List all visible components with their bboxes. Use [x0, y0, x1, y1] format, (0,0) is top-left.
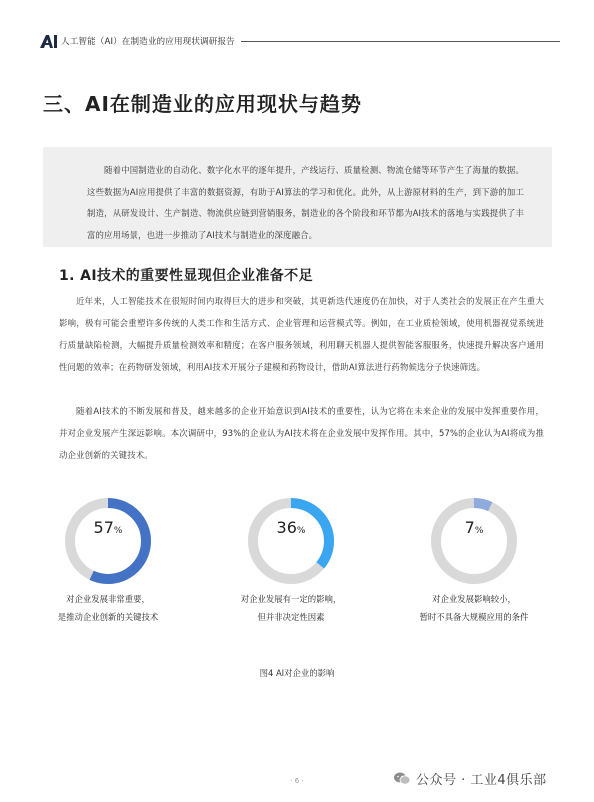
page-number: · 6 · [290, 777, 304, 785]
donut-caption-3-line-1: 对企业发展影响较小， [432, 594, 516, 604]
donut-caption-2-line-2: 但并非决定性因素 [257, 612, 325, 622]
intro-box [43, 147, 552, 247]
section-title: 三、AI在制造业的应用现状与趋势 [43, 92, 362, 116]
donut-caption-3 [399, 590, 549, 626]
ai-logo-icon [40, 35, 57, 48]
donut-caption-2-line-1: 对企业发展有一定的影响， [240, 594, 342, 604]
donut-chart-1 [62, 495, 154, 587]
donut-value-2 [245, 518, 337, 537]
figure-caption: 图4 AI对企业的影响 [259, 668, 335, 678]
donut-value-unit-2: % [296, 526, 306, 536]
donut-value-number-1: 57 [93, 518, 114, 537]
page-header [40, 34, 560, 48]
subsection-title: 1. AI技术的重要性显现但企业准备不足 [59, 268, 313, 284]
donut-svg-1 [62, 495, 154, 587]
header-divider [241, 41, 560, 42]
paragraph-2: 随着AI技术的不断发展和普及，越来越多的企业开始意识到AI技术的重要性，认为它将在未来企业的发展中发挥重要作用，并对企业发展产生深远影响。本次调研中，93%的企业认为AI技术将在企业发展中发挥作用。其中，57%的企业认为AI将成为推动企业创新的关键技术。 [59, 406, 544, 460]
donut-value-number-2: 36 [276, 518, 297, 537]
donut-value-3 [428, 518, 520, 537]
donut-caption-1-line-2: 是推动企业创新的关键技术 [57, 612, 159, 622]
donut-value-1 [62, 518, 154, 537]
intro-text: 随着中国制造业的自动化、数字化水平的逐年提升，产线运行、质量检测、物流仓储等环节产生了海量的数据。这些数据为AI应用提供了丰富的数据资源，有助于AI算法的学习和优化。此外，从上游原材料的生产，到下游的加工制造，从研发设计、生产制造、物流供应链到营销服务，制造业的各个阶段和环节都为AI技术的落地与实践提供了丰富的应用场景，也进一步推动了AI技术与制造业的深度融合。 [87, 165, 524, 240]
wechat-icon [394, 772, 410, 785]
paragraph-1: 近年来，人工智能技术在很短时间内取得巨大的进步和突破，其更新迭代速度仍在加快，对于人类社会的发展正在产生重大影响，极有可能会重塑许多传统的人类工作和生活方式、企业管理和运营模式等。例如，在工业质检领域，使用机器视觉系统进行质量缺陷检测，大幅提升质量检测效率和精度；在客户服务领域，利用聊天机器人提供智能客服服务，快速提升解决客户通用性问题的效率；在药物研发领域，利用AI技术开展分子建模和药物设计，借助AI算法进行药物候选分子快速筛选。 [59, 296, 544, 372]
donut-track-3 [436, 503, 512, 579]
donut-caption-2 [216, 590, 366, 626]
donut-value-unit-1: % [113, 526, 123, 536]
donut-chart-2 [245, 495, 337, 587]
donut-value-number-3: 7 [464, 518, 475, 537]
donut-caption-1 [33, 590, 183, 626]
donut-chart-3 [428, 495, 520, 587]
donut-caption-3-line-2: 暂时不具备大规模应用的条件 [419, 612, 529, 622]
header-title: 人工智能（AI）在制造业的应用现状调研报告 [61, 37, 235, 47]
donut-value-unit-3: % [474, 526, 484, 536]
donut-caption-1-line-1: 对企业发展非常重要， [66, 594, 150, 604]
donut-svg-2 [245, 495, 337, 587]
footer-watermark [394, 769, 547, 788]
footer-text: 公众号 · 工业4俱乐部 [416, 773, 547, 788]
donut-svg-3 [428, 495, 520, 587]
